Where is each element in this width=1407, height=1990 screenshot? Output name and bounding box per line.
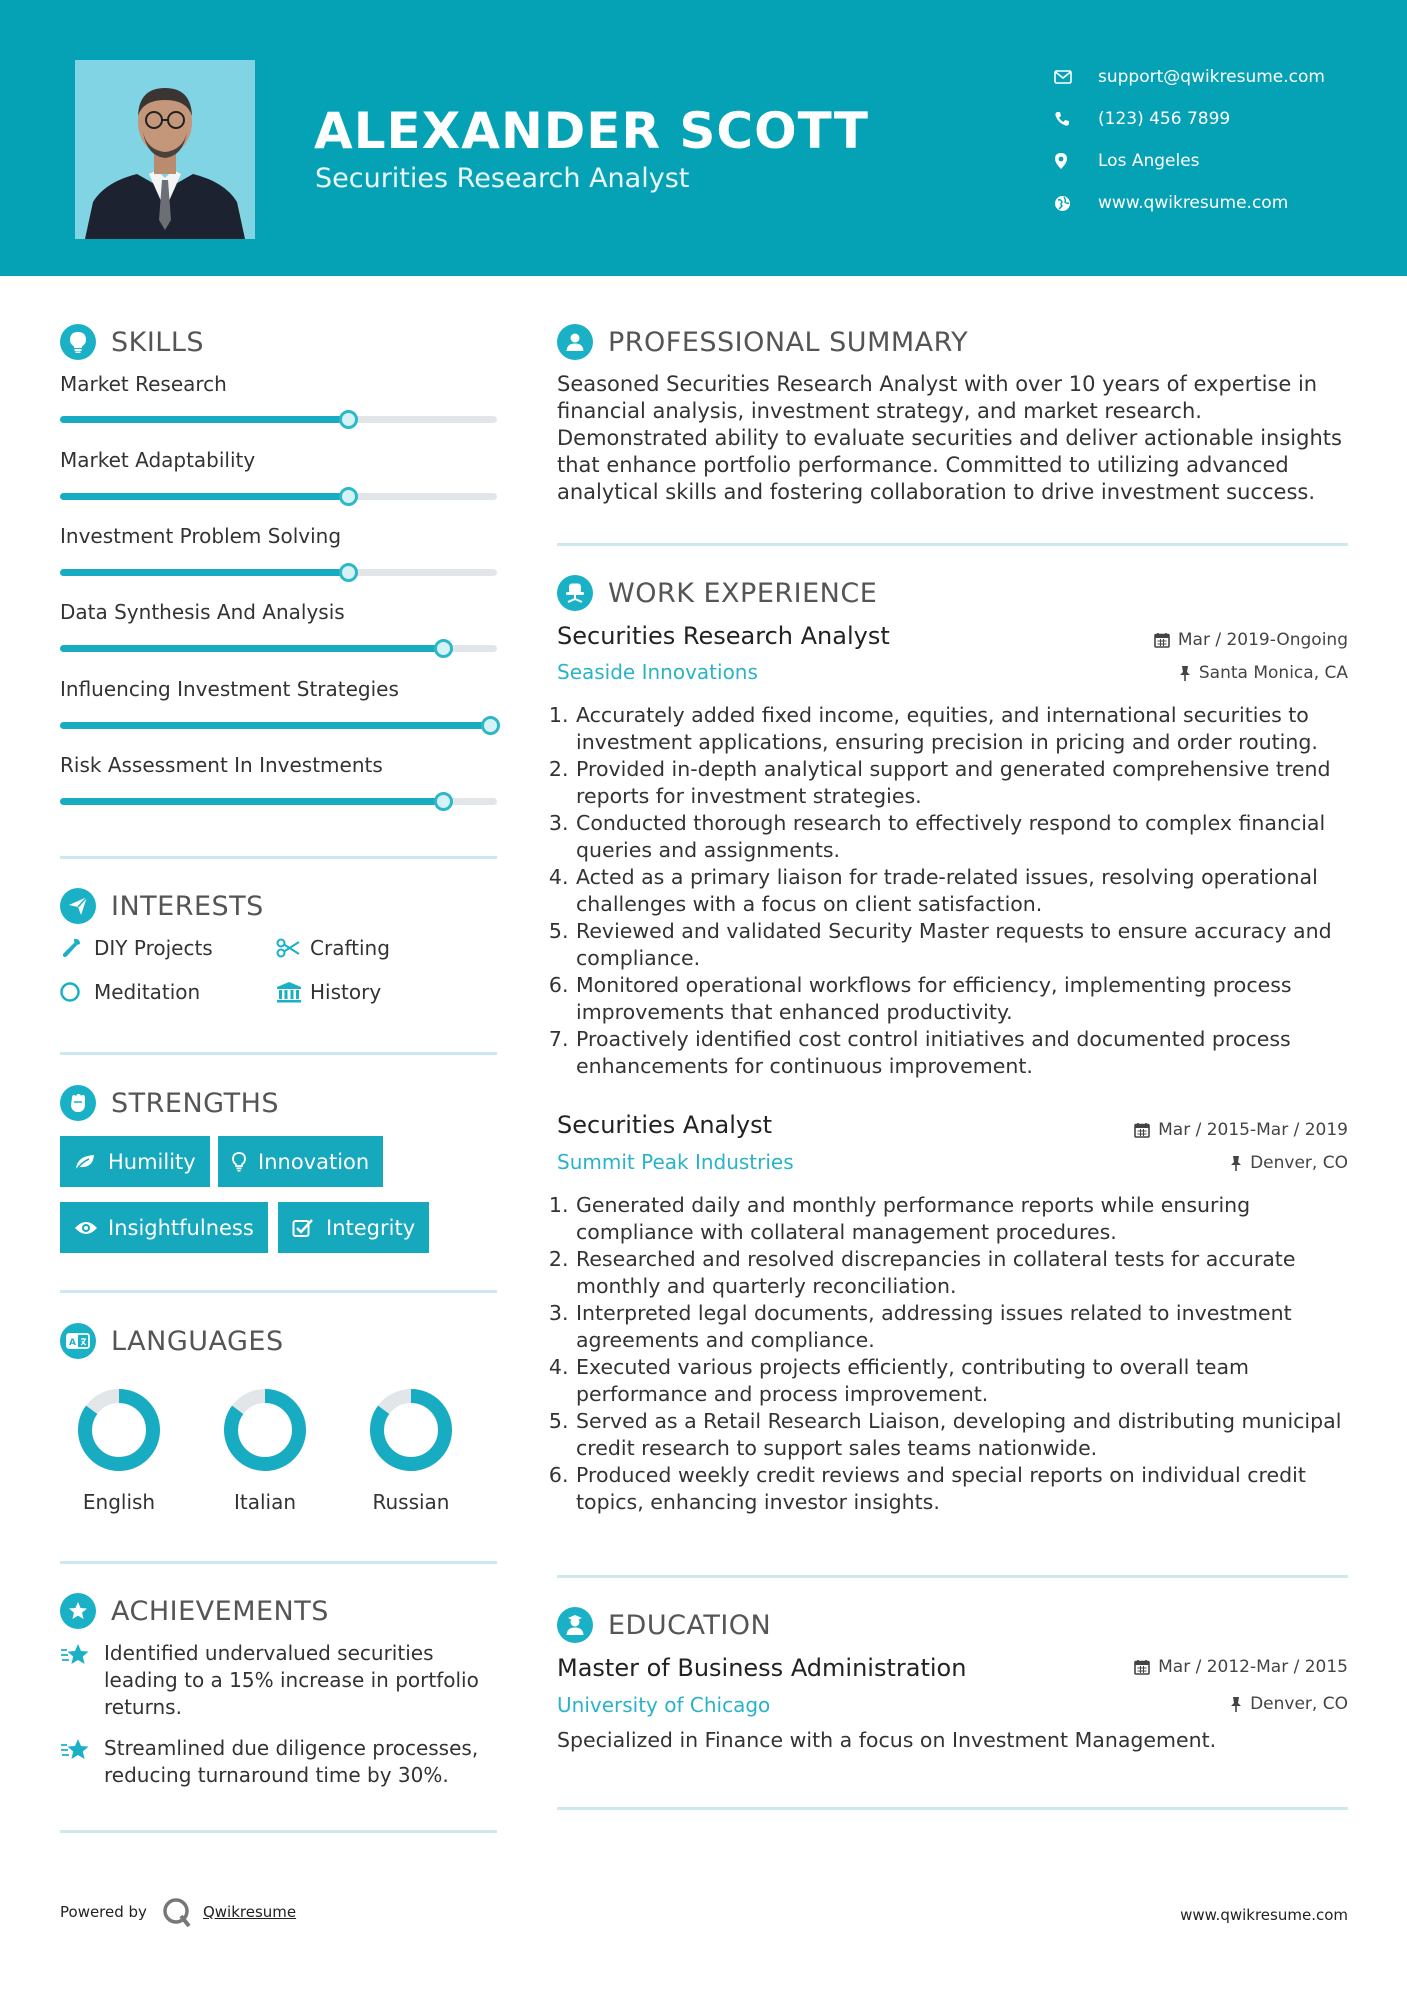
language-label: Russian: [372, 1490, 450, 1514]
achievements-heading: [60, 1593, 329, 1629]
svg-text:A: A: [69, 1338, 76, 1348]
candidate-name: ALEXANDER SCOTT: [314, 102, 869, 160]
qwikresume-link[interactable]: Qwikresume: [202, 1903, 297, 1921]
achievement-text: Streamlined due diligence processes, reducing turnaround time by 30%.: [104, 1736, 479, 1787]
skill-bar-knob: [339, 410, 358, 429]
section-divider: [60, 856, 497, 859]
skill-bar-knob: [339, 487, 358, 506]
calendar-icon: [1134, 1122, 1150, 1138]
skill-bar-fill: [60, 569, 349, 576]
job-company: Summit Peak Industries: [557, 1150, 794, 1174]
skill-name: Market Research: [60, 372, 227, 396]
lightbulb-icon: [60, 324, 96, 360]
language-icon: [60, 1323, 96, 1359]
experience-title: WORK EXPERIENCE: [608, 577, 878, 609]
strength-label: Integrity: [326, 1215, 416, 1240]
contact-email-text: support@qwikresume.com: [1098, 67, 1325, 87]
language-ring-english: [74, 1385, 164, 1475]
skill-name: Market Adaptability: [60, 448, 256, 472]
education-school: University of Chicago: [557, 1693, 771, 1717]
education-degree: Master of Business Administration: [557, 1654, 967, 1682]
star-icon: [60, 1735, 104, 1789]
skill-bar: [60, 416, 497, 423]
skill-name: Data Synthesis And Analysis: [60, 600, 345, 624]
interests-heading: [60, 888, 264, 924]
interest-label: Meditation: [94, 980, 201, 1004]
resume-header: [0, 0, 1407, 276]
interest-item: [276, 980, 381, 1004]
skill-bar: [60, 798, 497, 805]
achievement-item: [60, 1735, 510, 1789]
responsibility-item: 2. Provided in-depth analytical support and generated comprehensive trend reports for investment strategies.: [575, 756, 1352, 810]
office-chair-icon: [557, 575, 593, 611]
achievements-title: ACHIEVEMENTS: [111, 1595, 329, 1627]
calendar-icon: [1154, 632, 1170, 648]
summary-heading: [557, 324, 968, 360]
responsibility-item: 1. Accurately added fixed income, equities, and international securities to investment applications, ensuring precision in pricing and order routing.: [575, 702, 1352, 756]
skill-bar-knob: [434, 792, 453, 811]
strength-label: Insightfulness: [108, 1215, 254, 1240]
skill-bar-knob: [481, 716, 500, 735]
museum-icon: [276, 981, 310, 1003]
responsibility-item: 3. Interpreted legal documents, addressing issues related to investment agreements and compliance.: [575, 1300, 1352, 1354]
calendar-icon: [1134, 1659, 1150, 1675]
phone-icon: [1054, 111, 1090, 127]
powered-by-label: Powered by: [60, 1903, 147, 1921]
skill-name: Investment Problem Solving: [60, 524, 342, 548]
section-divider: [60, 1561, 497, 1564]
pushpin-icon: [1179, 665, 1191, 681]
skill-bar-knob: [434, 639, 453, 658]
skill-bar-fill: [60, 645, 444, 652]
responsibility-item: 4. Acted as a primary liaison for trade-related issues, resolving operational challenges with a focus on client satisfaction.: [575, 864, 1352, 918]
skill-bar-fill: [60, 798, 444, 805]
section-divider: [60, 1290, 497, 1293]
strengths-heading: [60, 1085, 279, 1121]
language-label: English: [82, 1490, 156, 1514]
languages-title: LANGUAGES: [111, 1325, 284, 1357]
skill-bar-fill: [60, 416, 349, 423]
responsibility-item: 5. Reviewed and validated Security Master requests to ensure accuracy and compliance.: [575, 918, 1352, 972]
interest-item: [60, 936, 213, 960]
graduate-icon: [557, 1607, 593, 1643]
responsibility-item: 2. Researched and resolved discrepancies in collateral tests for accurate monthly and quarterly reconciliation.: [575, 1246, 1352, 1300]
job-company: Seaside Innovations: [557, 660, 758, 684]
section-divider: [60, 1052, 497, 1055]
experience-heading: [557, 575, 877, 611]
map-marker-icon: [1054, 152, 1090, 170]
section-divider: [557, 1807, 1348, 1810]
leaf-icon: [74, 1153, 108, 1171]
education-description: Specialized in Finance with a focus on Investment Management.: [557, 1728, 1217, 1752]
responsibility-item: 6. Monitored operational workflows for efficiency, implementing process improvements that enhanced productivity.: [575, 972, 1352, 1026]
user-icon: [557, 324, 593, 360]
education-dates-text: Mar / 2012-Mar / 2015: [1158, 1657, 1348, 1677]
contact-email[interactable]: [1054, 56, 1394, 98]
skills-title: SKILLS: [111, 326, 205, 358]
profile-photo: [75, 60, 255, 239]
responsibility-item: 4. Executed various projects efficiently, contributing to overall team performance and process improvement.: [575, 1354, 1352, 1408]
skill-name: Risk Assessment In Investments: [60, 753, 383, 777]
job-dates-text: Mar / 2015-Mar / 2019: [1158, 1120, 1348, 1140]
responsibility-item: 5. Served as a Retail Research Liaison, developing and distributing municipal credit research to support sales teams nationwide.: [575, 1408, 1352, 1462]
languages-heading: [60, 1323, 284, 1359]
contact-location: [1054, 140, 1394, 182]
language-ring-russian: [366, 1385, 456, 1475]
interest-label: DIY Projects: [94, 936, 213, 960]
job-location-text: Denver, CO: [1250, 1153, 1348, 1173]
education-location: [1230, 1694, 1348, 1714]
eye-icon: [74, 1220, 108, 1236]
contact-location-text: Los Angeles: [1098, 151, 1200, 171]
section-divider: [557, 1575, 1348, 1578]
job-responsibilities: [557, 1192, 1352, 1516]
globe-icon: [1054, 195, 1090, 212]
achievement-text: Identified undervalued securities leading to a 15% increase in portfolio returns.: [104, 1641, 479, 1719]
job-responsibilities: [557, 702, 1352, 1080]
scissors-icon: [276, 938, 310, 958]
strength-badge: [218, 1136, 383, 1187]
education-dates: [1134, 1657, 1348, 1677]
job-location: [1230, 1153, 1348, 1173]
strength-label: Humility: [108, 1149, 196, 1174]
interest-item: [276, 936, 390, 960]
education-location-text: Denver, CO: [1250, 1694, 1348, 1714]
star-badge-icon: [60, 1593, 96, 1629]
job-dates-text: Mar / 2019-Ongoing: [1177, 630, 1348, 650]
contact-website[interactable]: [1054, 182, 1394, 224]
language-ring-italian: [220, 1385, 310, 1475]
skill-bar: [60, 569, 497, 576]
interest-item: [60, 980, 200, 1004]
contact-phone[interactable]: [1054, 98, 1394, 140]
pushpin-icon: [1230, 1155, 1242, 1171]
strengths-title: STRENGTHS: [111, 1087, 280, 1119]
responsibility-item: 3. Conducted thorough research to effectively respond to complex financial queries and assignments.: [575, 810, 1352, 864]
language-label: Italian: [233, 1490, 297, 1514]
circle-icon: [60, 981, 94, 1003]
responsibility-item: 6. Produced weekly credit reviews and special reports on individual credit topics, enhancing investor insights.: [575, 1462, 1352, 1516]
qwikresume-logo-icon: [161, 1896, 193, 1928]
education-heading: [557, 1607, 771, 1643]
contact-list: [1054, 56, 1394, 224]
responsibility-item: 7. Proactively identified cost control initiatives and documented process enhancements for continuous improvement.: [575, 1026, 1352, 1080]
contact-website-text: www.qwikresume.com: [1098, 193, 1289, 213]
skill-bar: [60, 645, 497, 652]
section-divider: [557, 543, 1348, 546]
strength-label: Innovation: [258, 1149, 370, 1174]
achievement-item: [60, 1640, 510, 1721]
responsibility-item: 1. Generated daily and monthly performance reports while ensuring compliance with collateral management procedures.: [575, 1192, 1352, 1246]
skill-bar: [60, 722, 497, 729]
job-title: Securities Analyst: [557, 1111, 773, 1139]
section-divider: [60, 1830, 497, 1833]
interests-title: INTERESTS: [111, 890, 264, 922]
checkbox-icon: [292, 1218, 326, 1238]
job-location: [1179, 663, 1348, 683]
star-icon: [60, 1640, 104, 1721]
footer-powered-by: [60, 1896, 296, 1928]
lightbulb-icon: [232, 1152, 258, 1172]
job-title: Securities Research Analyst: [557, 622, 890, 650]
fist-icon: [60, 1085, 96, 1121]
skill-bar-fill: [60, 493, 349, 500]
candidate-title: Securities Research Analyst: [315, 163, 690, 194]
interest-label: History: [310, 980, 382, 1004]
pushpin-icon: [1230, 1696, 1242, 1712]
strength-badge: [278, 1202, 429, 1253]
skill-name: Influencing Investment Strategies: [60, 677, 399, 701]
education-title: EDUCATION: [608, 1609, 772, 1641]
job-location-text: Santa Monica, CA: [1198, 663, 1348, 683]
footer-website[interactable]: www.qwikresume.com: [1180, 1906, 1348, 1924]
interest-label: Crafting: [310, 936, 390, 960]
contact-phone-text: (123) 456 7899: [1098, 109, 1231, 129]
envelope-icon: [1054, 70, 1090, 84]
skills-heading: [60, 324, 204, 360]
paper-plane-icon: [60, 888, 96, 924]
skill-bar-fill: [60, 722, 491, 729]
skill-bar: [60, 493, 497, 500]
job-dates: [1154, 630, 1348, 650]
wrench-icon: [60, 937, 94, 959]
skill-bar-knob: [339, 563, 358, 582]
summary-text: Seasoned Securities Research Analyst with over 10 years of expertise in financial analysis, investment strategy, and market research. Demonstrated ability to evaluate securities and deliver actionable insights that enhance portfolio performance. Committed to utilizing advanced analytical skills and fostering collaboration to drive investment success.: [557, 372, 1342, 504]
strength-badge: [60, 1136, 210, 1187]
strength-badge: [60, 1202, 268, 1253]
summary-title: PROFESSIONAL SUMMARY: [608, 326, 969, 358]
job-dates: [1134, 1120, 1348, 1140]
